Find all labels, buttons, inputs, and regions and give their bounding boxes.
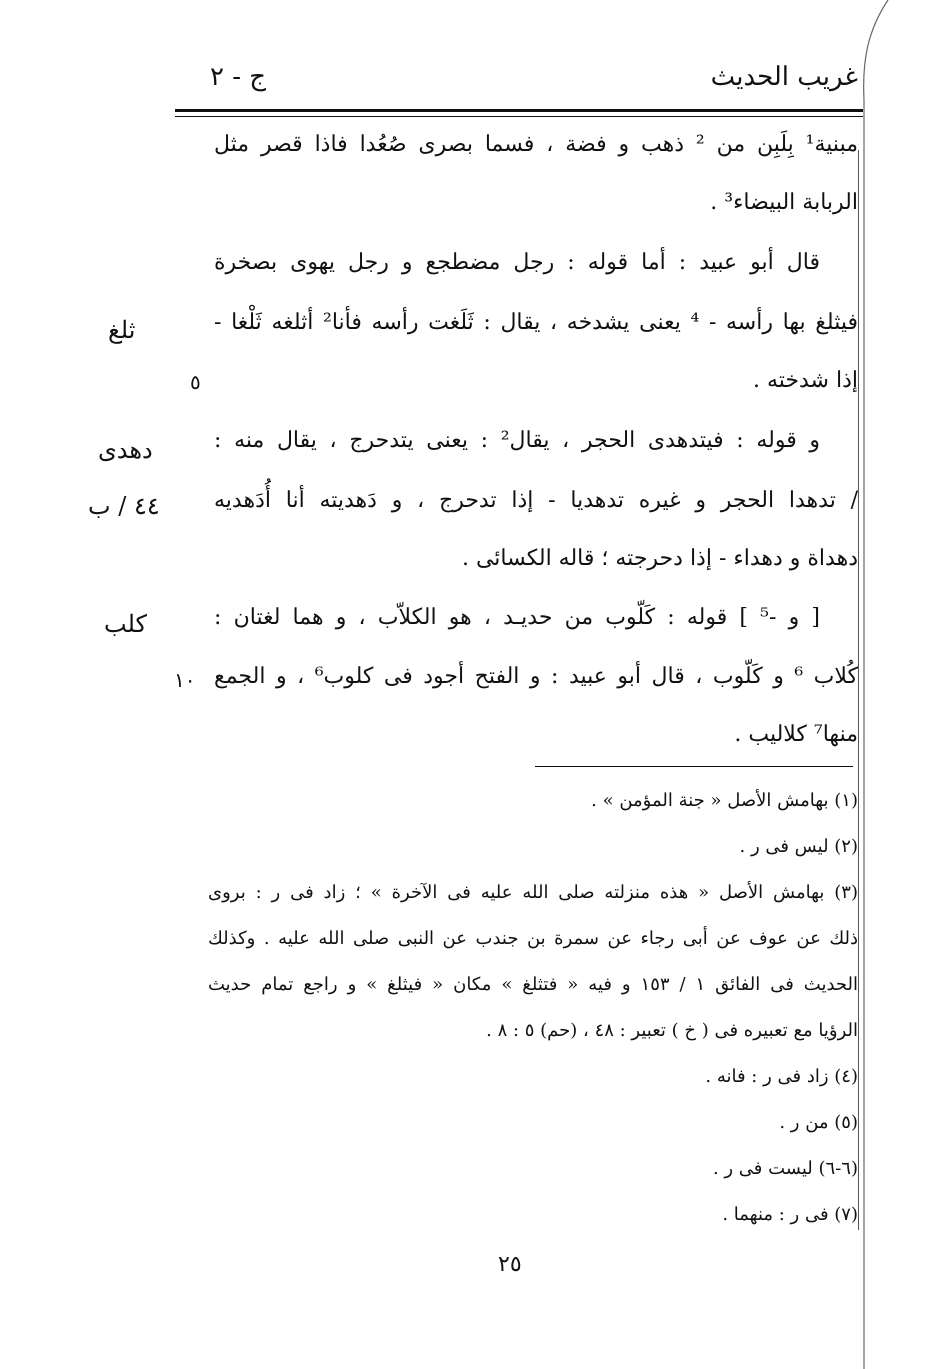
footnote-rule (535, 766, 853, 767)
header-rule (175, 109, 863, 112)
margin-folio-ref: ٤٤ / ب (88, 492, 160, 520)
page-number: ٢٥ (498, 1252, 522, 1277)
body-line-8: دهداة و دهداء - إذا دحرجته ؛ قاله الكسائى . (461, 546, 858, 571)
footnote-3-line-2: ذلك عن عوف عن أبى رجاء عن سمرة بن جندب عن النبى صلى الله عليه . وكذلك (208, 928, 858, 949)
body-line-11: منها⁷ كلاليب . (734, 722, 858, 747)
margin-root-thalagha: ثلغ (108, 316, 136, 344)
body-line-10: كُلاب ⁶ و كَلّوب ، قال أبو عبيد : و الفتح أجود فى كلوب⁶ ، و الجمع (214, 664, 858, 689)
footnote-3-line-3: الحديث فى الفائق ١ / ١٥٣ و فيه « فتثلغ » مكان « فيثلغ » و راجع تمام حديث (208, 974, 859, 995)
body-line-4: فيثلغ بها رأسه - ⁴ يعنى يشدخه ، يقال : ثَلَغت رأسه فأنا² أثلغه ثَلْغا - (214, 310, 859, 335)
footnote-4: (٤) زاد فى ر : فانه . (705, 1066, 858, 1087)
margin-line-number-10: ١٠ (174, 668, 196, 692)
footnote-5: (٥) من ر . (779, 1112, 858, 1133)
footnote-3-line-4: الرؤيا مع تعبيره فى ( خ ) تعبير : ٤٨ ، (حم) ٥ : ٨ . (486, 1020, 858, 1041)
page-curl-edge (848, 0, 938, 1369)
body-line-7: / تدهدا الحجر و غيره تدهديا - إذا تدحرج ، و دَهديته أنا أُدَهديه (214, 488, 858, 513)
body-line-2: الربابة البيضاء³ . (710, 190, 858, 215)
header-rule-thin (175, 116, 863, 117)
volume-label: ج - ٢ (210, 62, 267, 92)
body-line-3: قال أبو عبيد : أما قوله : رجل مضطجع و رجل يهوى بصخرة (214, 250, 820, 275)
footnote-1: (١) بهامش الأصل « جنة المؤمن » . (591, 790, 858, 811)
body-line-6: و قوله : فيتدهدى الحجر ، يقال² : يعنى يتدحرج ، يقال منه : (214, 428, 821, 453)
footnote-3-line-1: (٣) بهامش الأصل « هذه منزلته صلى الله عليه فى الآخرة » ؛ زاد فى ر : بروى (208, 882, 858, 903)
margin-root-dahda: دهدى (98, 436, 153, 464)
body-line-5: إذا شدخته . (752, 368, 858, 393)
body-line-1: مبنية¹ بِلَبِن من ² ذهب و فضة ، فسما بصرى صُعُدا فاذا قصر مثل (214, 132, 858, 157)
footnote-2: (٢) ليس فى ر . (739, 836, 858, 857)
running-title: غريب الحديث (710, 62, 858, 92)
margin-root-kalb: كلب (104, 610, 147, 638)
binding-edge-line (858, 150, 859, 1230)
footnote-6: (٦-٦) ليست فى ر . (712, 1158, 858, 1179)
body-line-9: [ و -⁵ ] قوله : كَلّوب من حديـد ، هو الكلاّب ، و هما لغتان : (214, 605, 820, 630)
margin-line-number-5: ٥ (190, 370, 201, 394)
footnote-7: (٧) فى ر : منهما . (722, 1204, 858, 1225)
